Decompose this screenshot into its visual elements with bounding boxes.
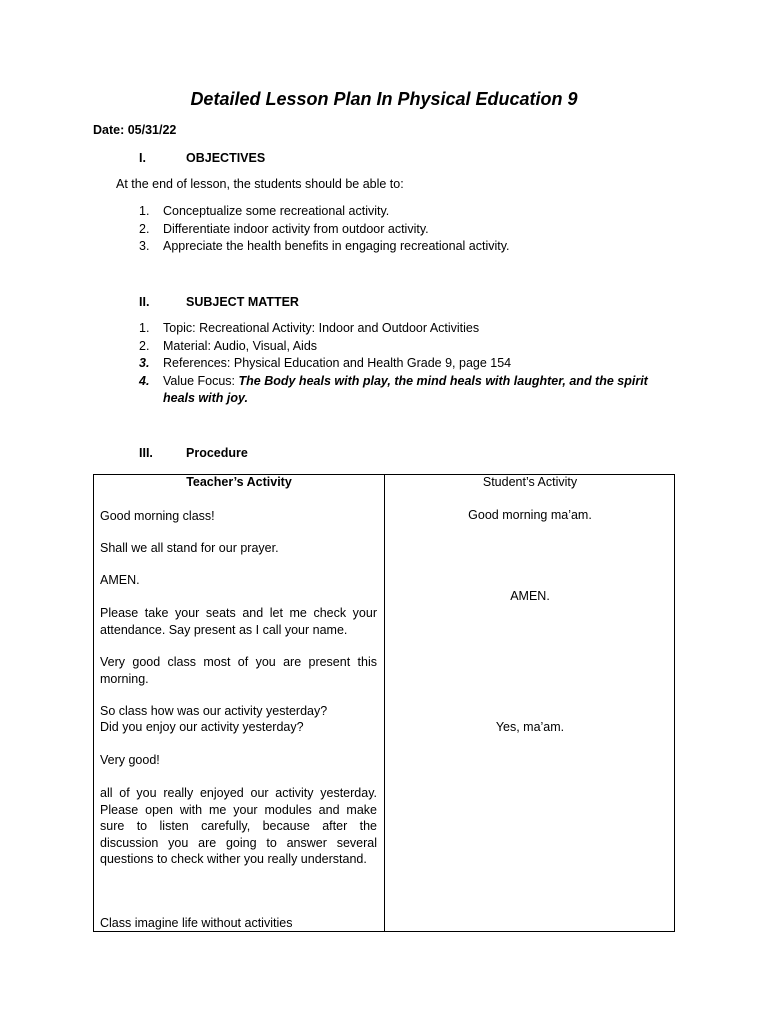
value-focus-line — [163, 374, 648, 388]
lesson-date: Date: 05/31/22 — [93, 123, 177, 137]
subject-number: 1. — [139, 321, 150, 335]
student-activity-header: Student’s Activity — [482, 475, 578, 489]
subject-item — [139, 374, 648, 388]
objectives-intro: At the end of lesson, the students should be able to: — [116, 177, 404, 191]
teacher-line: Very good! — [100, 753, 160, 767]
subject-number: 4. — [139, 374, 150, 388]
teacher-line: AMEN. — [100, 573, 140, 587]
objective-item — [139, 239, 510, 253]
teacher-line: Very good class most of you are present this morning. — [100, 655, 377, 686]
teacher-line: Class imagine life without activities — [100, 916, 293, 930]
value-focus-quote-continued: heals with joy. — [163, 391, 248, 405]
student-line: Yes, ma’am. — [495, 720, 565, 734]
subject-matter-numeral: II. — [139, 295, 150, 309]
value-focus-quote: The Body heals with play, the mind heals with laughter, and the spirit — [238, 374, 648, 388]
teacher-line: So class how was our activity yesterday? — [100, 704, 328, 718]
procedure-heading: Procedure — [186, 446, 248, 460]
teacher-line: Shall we all stand for our prayer. — [100, 541, 279, 555]
subject-item — [139, 339, 318, 353]
subject-text: References: Physical Education and Health Grade 9, page 154 — [163, 356, 512, 370]
objective-text: Appreciate the health benefits in engaging recreational activity. — [163, 239, 510, 253]
objective-item — [139, 204, 390, 218]
procedure-table — [93, 474, 675, 932]
subject-text: Topic: Recreational Activity: Indoor and Outdoor Activities — [163, 321, 480, 335]
teacher-line: Did you enjoy our activity yesterday? — [100, 720, 304, 734]
document-title: Detailed Lesson Plan In Physical Education 9 — [190, 89, 578, 109]
procedure-numeral: III. — [139, 446, 153, 460]
subject-number: 3. — [139, 356, 150, 370]
subject-text: Material: Audio, Visual, Aids — [163, 339, 318, 353]
objective-number: 2. — [139, 222, 150, 236]
subject-number: 2. — [139, 339, 150, 353]
student-line: AMEN. — [510, 589, 550, 603]
teacher-line: all of you really enjoyed our activity yesterday. Please open with me your modules and make sure to listen carefully, because after the discussion you are going to answer several questions to check wither you really understand. — [100, 786, 377, 866]
objective-item — [139, 222, 429, 236]
teacher-line: Good morning class! — [100, 509, 215, 523]
student-line: Good morning ma’am. — [468, 508, 592, 522]
value-focus-label: Value Focus: — [163, 374, 239, 388]
teacher-activity-header: Teacher’s Activity — [186, 475, 292, 489]
objectives-heading: OBJECTIVES — [186, 151, 266, 165]
subject-item — [139, 321, 480, 335]
subject-item — [139, 356, 512, 370]
teacher-line: Please take your seats and let me check your attendance. Say present as I call your name. — [100, 606, 377, 637]
objective-text: Conceptualize some recreational activity. — [163, 204, 390, 218]
objective-number: 3. — [139, 239, 150, 253]
student-activity-column — [385, 475, 675, 932]
teacher-activity-column — [94, 475, 385, 932]
subject-matter-heading: SUBJECT MATTER — [186, 295, 299, 309]
objective-number: 1. — [139, 204, 150, 218]
objective-text: Differentiate indoor activity from outdoor activity. — [163, 222, 429, 236]
objectives-numeral: I. — [139, 151, 146, 165]
